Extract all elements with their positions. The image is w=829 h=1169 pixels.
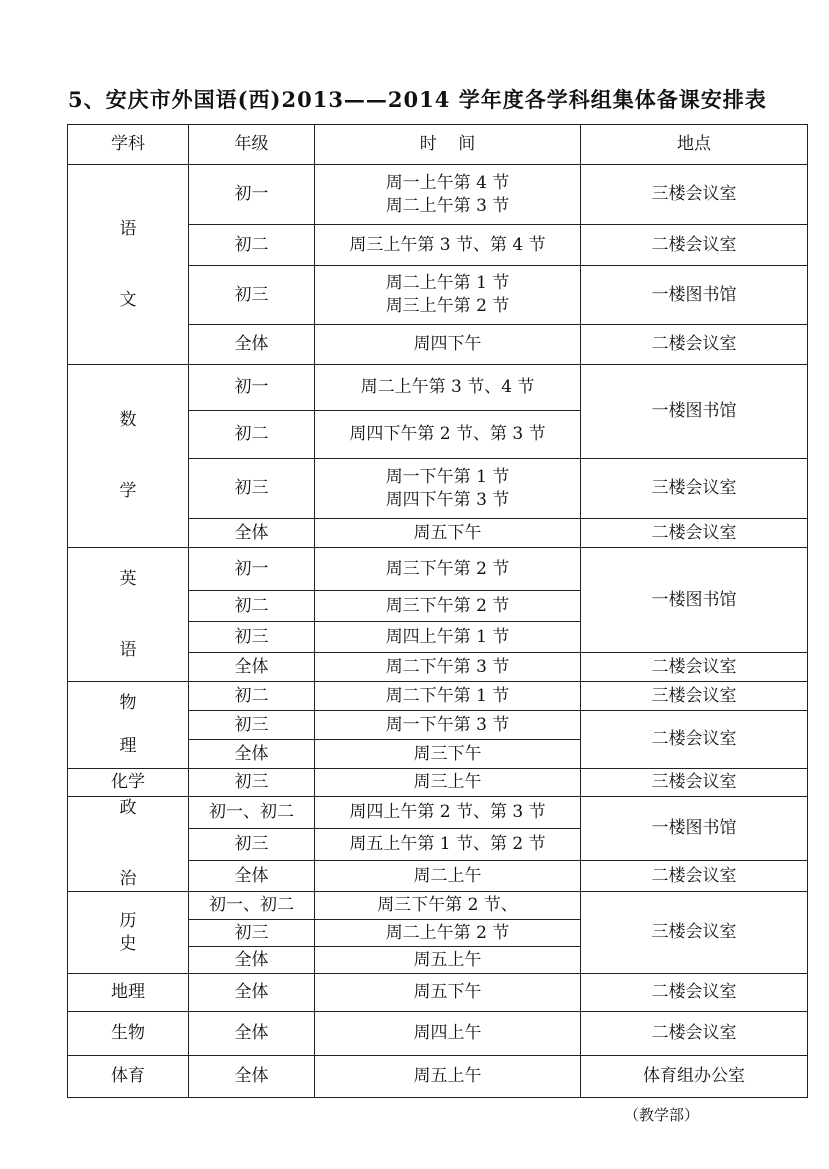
time-cell: 周三上午 <box>315 769 581 797</box>
time-cell: 周一下午第 3 节 <box>315 711 581 740</box>
time-cell: 周五上午 <box>315 1056 581 1098</box>
subject-chemistry: 化学 <box>68 769 189 797</box>
time-cell: 周五上午第 1 节、第 2 节 <box>315 829 581 861</box>
location-cell: 三楼会议室 <box>581 165 808 225</box>
time-cell: 周三上午第 3 节、第 4 节 <box>315 225 581 266</box>
time-cell: 周三下午 <box>315 740 581 769</box>
time-cell: 周五下午 <box>315 519 581 548</box>
header-subject: 学科 <box>68 125 189 165</box>
location-cell: 一楼图书馆 <box>581 548 808 653</box>
grade-cell: 全体 <box>189 861 315 892</box>
subject-chinese: 语 文 <box>68 165 189 365</box>
subject-physics: 物 理 <box>68 682 189 769</box>
time-cell: 周一下午第 1 节 周四下午第 3 节 <box>315 459 581 519</box>
table-header-row <box>68 125 808 165</box>
time-cell: 周二上午 <box>315 861 581 892</box>
time-cell: 周四下午第 2 节、第 3 节 <box>315 411 581 459</box>
table-row <box>68 165 808 225</box>
subject-english: 英 语 <box>68 548 189 682</box>
location-cell: 三楼会议室 <box>581 769 808 797</box>
grade-cell: 全体 <box>189 1056 315 1098</box>
time-cell: 周三下午第 2 节 <box>315 591 581 622</box>
location-cell: 二楼会议室 <box>581 519 808 548</box>
location-cell: 三楼会议室 <box>581 892 808 974</box>
grade-cell: 全体 <box>189 974 315 1012</box>
lesson-prep-schedule-table <box>67 124 808 1098</box>
time-cell: 周二下午第 1 节 <box>315 682 581 711</box>
time-cell: 周五下午 <box>315 974 581 1012</box>
location-cell: 二楼会议室 <box>581 1012 808 1056</box>
table-row <box>68 1056 808 1098</box>
document-title: 5、安庆市外国语(西)2013——2014 学年度各学科组集体备课安排表 <box>68 87 767 112</box>
grade-cell: 初一、初二 <box>189 892 315 920</box>
grade-cell: 初二 <box>189 411 315 459</box>
table-row <box>68 892 808 920</box>
subject-math: 数 学 <box>68 365 189 548</box>
footer-department: （教学部） <box>624 1106 700 1124</box>
grade-cell: 全体 <box>189 947 315 974</box>
subject-geography: 地理 <box>68 974 189 1012</box>
grade-cell: 初三 <box>189 920 315 947</box>
grade-cell: 全体 <box>189 519 315 548</box>
grade-cell: 初一 <box>189 165 315 225</box>
header-time: 时 间 <box>315 125 581 165</box>
subject-biology: 生物 <box>68 1012 189 1056</box>
table-row <box>68 769 808 797</box>
time-cell: 周五上午 <box>315 947 581 974</box>
grade-cell: 初二 <box>189 682 315 711</box>
time-cell: 周二上午第 1 节 周三上午第 2 节 <box>315 266 581 325</box>
time-cell: 周三下午第 2 节、 <box>315 892 581 920</box>
time-cell: 周四上午 <box>315 1012 581 1056</box>
location-cell: 二楼会议室 <box>581 653 808 682</box>
table-row <box>68 682 808 711</box>
time-cell: 周三下午第 2 节 <box>315 548 581 591</box>
location-cell: 二楼会议室 <box>581 711 808 769</box>
location-cell: 体育组办公室 <box>581 1056 808 1098</box>
grade-cell: 初三 <box>189 459 315 519</box>
time-cell: 周二上午第 2 节 <box>315 920 581 947</box>
subject-pe: 体育 <box>68 1056 189 1098</box>
grade-cell: 初三 <box>189 829 315 861</box>
time-cell: 周一上午第 4 节 周二上午第 3 节 <box>315 165 581 225</box>
time-cell: 周四上午第 2 节、第 3 节 <box>315 797 581 829</box>
location-cell: 二楼会议室 <box>581 974 808 1012</box>
grade-cell: 全体 <box>189 740 315 769</box>
time-cell: 周四上午第 1 节 <box>315 622 581 653</box>
header-grade: 年级 <box>189 125 315 165</box>
table-row <box>68 797 808 829</box>
time-cell: 周二下午第 3 节 <box>315 653 581 682</box>
grade-cell: 初三 <box>189 769 315 797</box>
location-cell: 一楼图书馆 <box>581 365 808 459</box>
location-cell: 一楼图书馆 <box>581 797 808 861</box>
grade-cell: 初一 <box>189 365 315 411</box>
location-cell: 二楼会议室 <box>581 225 808 266</box>
grade-cell: 初三 <box>189 711 315 740</box>
time-cell: 周二上午第 3 节、4 节 <box>315 365 581 411</box>
table-row <box>68 365 808 411</box>
table-row <box>68 548 808 591</box>
time-cell: 周四下午 <box>315 325 581 365</box>
table-row <box>68 974 808 1012</box>
location-cell: 三楼会议室 <box>581 459 808 519</box>
location-cell: 二楼会议室 <box>581 861 808 892</box>
grade-cell: 初一 <box>189 548 315 591</box>
grade-cell: 初一、初二 <box>189 797 315 829</box>
grade-cell: 初二 <box>189 225 315 266</box>
subject-history: 历 史 <box>68 892 189 974</box>
grade-cell: 全体 <box>189 325 315 365</box>
grade-cell: 全体 <box>189 1012 315 1056</box>
table-row <box>68 1012 808 1056</box>
grade-cell: 全体 <box>189 653 315 682</box>
header-location: 地点 <box>581 125 808 165</box>
location-cell: 三楼会议室 <box>581 682 808 711</box>
grade-cell: 初二 <box>189 591 315 622</box>
grade-cell: 初三 <box>189 622 315 653</box>
subject-politics: 政 治 <box>68 797 189 892</box>
location-cell: 一楼图书馆 <box>581 266 808 325</box>
location-cell: 二楼会议室 <box>581 325 808 365</box>
grade-cell: 初三 <box>189 266 315 325</box>
